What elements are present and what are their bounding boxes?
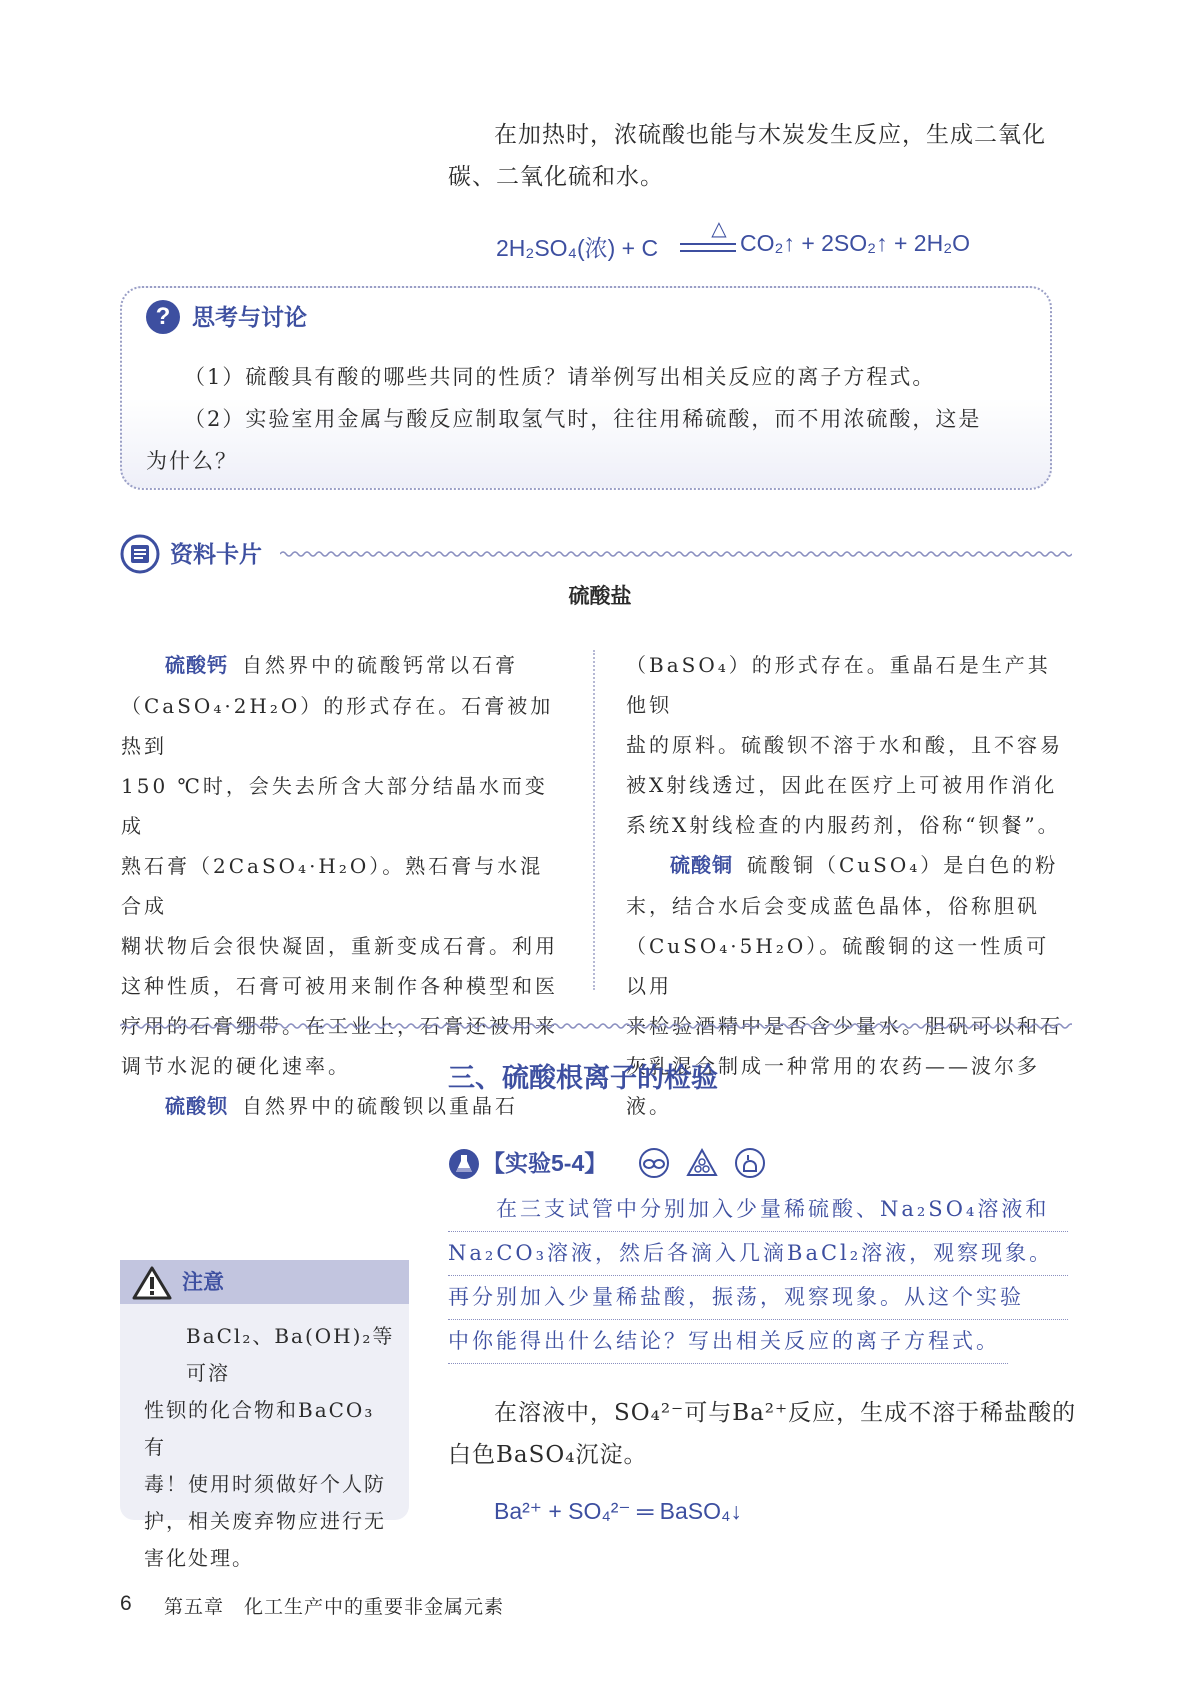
card-left-line: 自然界中的硫酸钡以重晶石 xyxy=(242,1094,518,1118)
experiment-line: 中你能得出什么结论？写出相关反应的离子方程式。 xyxy=(448,1320,1008,1364)
card-right-line: （CuSO₄·5H₂O）。硫酸铜的这一性质可以用 xyxy=(626,934,1050,998)
safety-goggles-icon xyxy=(638,1147,670,1179)
equation1-condition: △ xyxy=(711,218,727,240)
card-right-line: 灰乳混合制成一种常用的农药——波尔多液。 xyxy=(626,1054,1040,1118)
card-left-line: 自然界中的硫酸钙常以石膏 xyxy=(242,653,518,677)
experiment-line: 在三支试管中分别加入少量稀硫酸、Na₂SO₄溶液和 xyxy=(448,1188,1068,1232)
intro-line-2: 碳、二氧化硫和水。 xyxy=(448,164,664,190)
card-right-line: 被X射线透过，因此在医疗上可被用作消化 xyxy=(626,773,1058,797)
discussion-title: 思考与讨论 xyxy=(192,304,307,330)
equation2: Ba²⁺ + SO₄²⁻ ═ BaSO₄↓ xyxy=(494,1498,742,1524)
section-title: 三、硫酸根离子的检验 xyxy=(448,1063,718,1093)
sulfate-text-line-1: 在溶液中，SO₄²⁻可与Ba²⁺反应，生成不溶于稀盐酸的 xyxy=(494,1400,1077,1426)
flask-icon xyxy=(448,1148,480,1180)
experiment-line: Na₂CO₃溶液，然后各滴入几滴BaCl₂溶液，观察现象。 xyxy=(448,1232,1068,1276)
intro-line-1: 在加热时，浓硫酸也能与木炭发生反应，生成二氧化 xyxy=(494,122,1046,148)
card-left-line: 糊状物后会很快凝固，重新变成石膏。利用 xyxy=(121,934,558,958)
card-left-line: 调节水泥的硬化速率。 xyxy=(121,1054,351,1078)
card-bottom-wave-divider xyxy=(120,1020,1072,1032)
discussion-q2-line2: 为什么？ xyxy=(146,449,238,473)
page-number: 6 xyxy=(120,1592,132,1615)
toxic-warning-icon xyxy=(686,1147,718,1179)
experiment-label: 【实验5-4】 xyxy=(482,1150,608,1176)
card-left-line: 疗用的石膏绷带。在工业上，石膏还被用来 xyxy=(121,1014,558,1038)
notice-line: 性钡的化合物和BaCO₃有 xyxy=(144,1398,375,1459)
card-left-line: 这种性质，石膏可被用来制作各种模型和医 xyxy=(121,974,558,998)
card-column-divider xyxy=(593,650,595,990)
notice-line: 害化处理。 xyxy=(144,1546,254,1570)
card-right-line: 末，结合水后会变成蓝色晶体，俗称胆矾 xyxy=(626,894,1040,918)
footer-chapter: 第五章 化工生产中的重要非金属元素 xyxy=(164,1596,505,1618)
card-right-line: （BaSO₄）的形式存在。重晶石是生产其他钡 xyxy=(626,653,1051,717)
notice-line: BaCl₂、Ba(OH)₂等可溶 xyxy=(186,1324,395,1385)
card-right-line: 硫酸铜（CuSO₄）是白色的粉 xyxy=(747,853,1059,877)
card-left-line: 熟石膏（2CaSO₄·H₂O）。熟石膏与水混合成 xyxy=(121,854,544,918)
equation1-products: CO₂↑ + 2SO₂↑ + 2H₂O xyxy=(740,230,971,256)
experiment-text xyxy=(448,1188,1068,1364)
experiment-line: 再分别加入少量稀盐酸，振荡，观察现象。从这个实验 xyxy=(448,1276,1068,1320)
card-left-line: （CaSO₄·2H₂O）的形式存在。石膏被加热到 xyxy=(121,694,554,758)
keyword-calcium-sulfate: 硫酸钙 xyxy=(165,655,228,677)
sulfate-text-line-2: 白色BaSO₄沉淀。 xyxy=(448,1442,648,1468)
notice-line: 毒！使用时须做好个人防 xyxy=(144,1472,386,1496)
card-right-line: 系统X射线检查的内服药剂，俗称“钡餐”。 xyxy=(626,813,1061,837)
warning-icon xyxy=(132,1266,172,1300)
card-title: 资料卡片 xyxy=(170,541,262,567)
card-left-line: 150 ℃时，会失去所含大部分结晶水而变成 xyxy=(121,774,548,838)
card-right-column xyxy=(626,645,1072,1126)
discussion-q1: （1）硫酸具有酸的哪些共同的性质？请举例写出相关反应的离子方程式。 xyxy=(184,365,936,389)
hand-wash-icon xyxy=(734,1147,766,1179)
notice-text xyxy=(144,1318,396,1577)
equation1-reactants: 2H₂SO₄(浓) + C xyxy=(496,235,659,261)
discussion-q2-line1: （2）实验室用金属与酸反应制取氢气时，往往用稀硫酸，而不用浓硫酸，这是 xyxy=(184,407,982,431)
keyword-copper-sulfate: 硫酸铜 xyxy=(670,855,733,877)
notice-line: 护，相关废弃物应进行无 xyxy=(144,1509,386,1533)
card-subtitle: 硫酸盐 xyxy=(568,585,632,608)
question-icon: ? xyxy=(146,300,180,334)
card-top-wave-divider xyxy=(280,548,1072,560)
card-left-column xyxy=(121,645,561,1127)
document-icon xyxy=(120,534,160,574)
equation1-equals-bar-top xyxy=(680,243,736,245)
keyword-barium-sulfate: 硫酸钡 xyxy=(165,1096,228,1118)
equation1-equals-bar-bottom xyxy=(680,250,736,252)
card-right-line: 盐的原料。硫酸钡不溶于水和酸，且不容易 xyxy=(626,733,1063,757)
card-right-line: 来检验酒精中是否含少量水。胆矾可以和石 xyxy=(626,1014,1063,1038)
notice-title: 注意 xyxy=(182,1271,224,1294)
